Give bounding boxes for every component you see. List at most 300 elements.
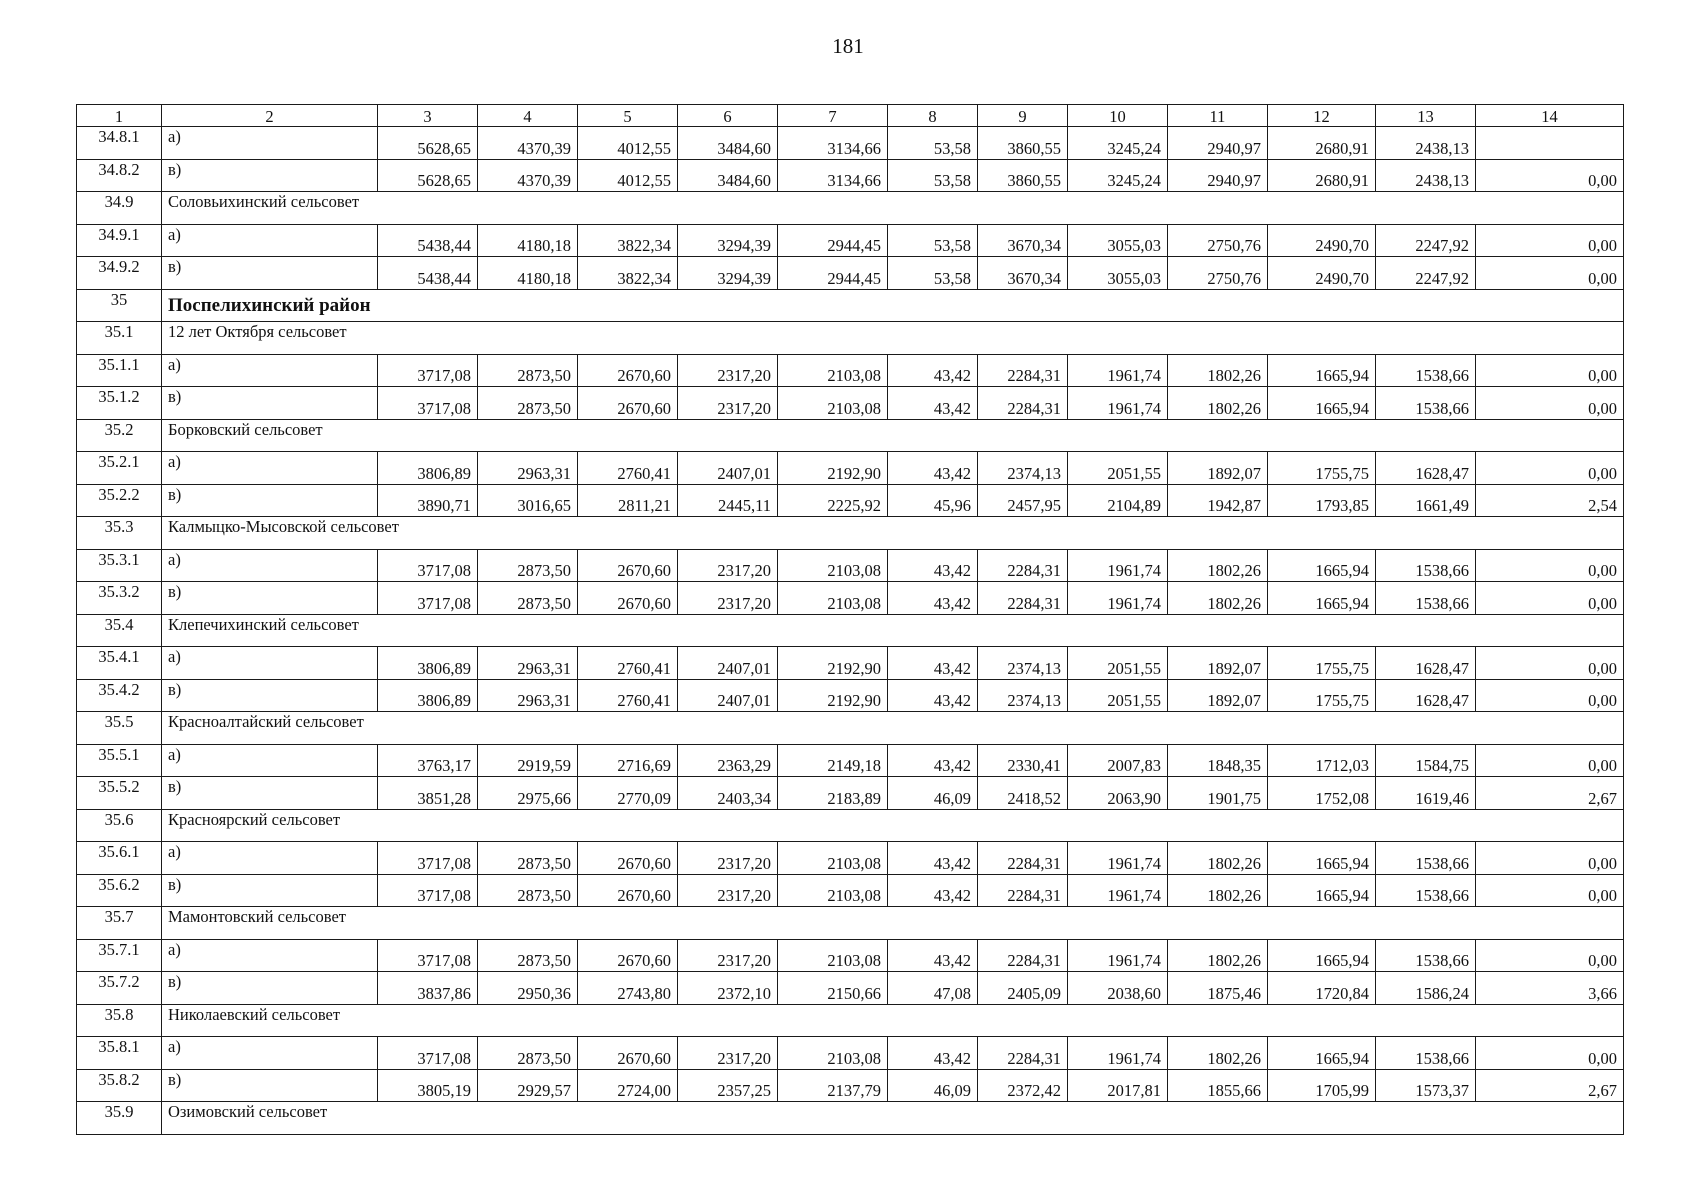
section-title: Мамонтовский сельсовет [162,907,1624,940]
value-cell: 0,00 [1476,224,1624,257]
value-cell: 2680,91 [1268,127,1376,160]
value-cell: 3717,08 [378,354,478,387]
value-cell: 1961,74 [1068,354,1168,387]
value-cell: 1961,74 [1068,874,1168,907]
row-code: 35.5.2 [77,777,162,810]
value-cell: 2357,25 [678,1069,778,1102]
value-cell: 2317,20 [678,354,778,387]
row-code: 35.7.1 [77,939,162,972]
value-cell: 2284,31 [978,387,1068,420]
value-cell: 2284,31 [978,939,1068,972]
value-cell: 3717,08 [378,842,478,875]
row-code: 35.8.2 [77,1069,162,1102]
table-row [77,972,1624,1005]
section-row [77,1004,1624,1037]
value-cell: 3294,39 [678,257,778,290]
table-row [77,939,1624,972]
row-type-label: а) [162,842,378,875]
page-number: 181 [832,34,864,58]
value-cell: 3484,60 [678,159,778,192]
value-cell: 2374,13 [978,647,1068,680]
value-cell: 3134,66 [778,127,888,160]
value-cell: 2438,13 [1376,159,1476,192]
value-cell: 2457,95 [978,484,1068,517]
row-code: 35.5.1 [77,744,162,777]
value-cell: 1665,94 [1268,939,1376,972]
value-cell: 4012,55 [578,127,678,160]
value-cell: 2247,92 [1376,224,1476,257]
row-code: 35.5 [77,712,162,745]
value-cell: 2490,70 [1268,257,1376,290]
value-cell: 2317,20 [678,1037,778,1070]
value-cell: 2670,60 [578,549,678,582]
value-cell: 43,42 [888,874,978,907]
value-cell: 1961,74 [1068,582,1168,615]
value-cell: 2929,57 [478,1069,578,1102]
value-cell: 2873,50 [478,842,578,875]
row-type-label: в) [162,387,378,420]
value-cell: 1802,26 [1168,842,1268,875]
value-cell: 2873,50 [478,387,578,420]
row-code: 35.6.2 [77,874,162,907]
value-cell: 46,09 [888,777,978,810]
value-cell: 2963,31 [478,647,578,680]
value-cell: 1892,07 [1168,679,1268,712]
value-cell: 1793,85 [1268,484,1376,517]
row-type-label: а) [162,939,378,972]
value-cell: 2183,89 [778,777,888,810]
section-title: Красноалтайский сельсовет [162,712,1624,745]
section-row [77,712,1624,745]
row-code: 35 [77,289,162,322]
value-cell: 43,42 [888,842,978,875]
value-cell: 2490,70 [1268,224,1376,257]
value-cell: 1802,26 [1168,582,1268,615]
section-row [77,809,1624,842]
value-cell: 1802,26 [1168,549,1268,582]
value-cell: 2873,50 [478,582,578,615]
value-cell: 0,00 [1476,679,1624,712]
value-cell: 2,67 [1476,777,1624,810]
value-cell: 2716,69 [578,744,678,777]
value-cell: 1855,66 [1168,1069,1268,1102]
value-cell: 2750,76 [1168,224,1268,257]
value-cell: 2950,36 [478,972,578,1005]
value-cell: 2317,20 [678,842,778,875]
value-cell: 3806,89 [378,679,478,712]
value-cell: 43,42 [888,354,978,387]
value-cell: 2670,60 [578,874,678,907]
value-cell: 2051,55 [1068,679,1168,712]
section-title: Клепечихинский сельсовет [162,614,1624,647]
value-cell: 2670,60 [578,939,678,972]
row-type-label: в) [162,484,378,517]
value-cell: 45,96 [888,484,978,517]
section-row [77,192,1624,225]
value-cell: 3717,08 [378,582,478,615]
section-title: Соловьихинский сельсовет [162,192,1624,225]
value-cell: 2438,13 [1376,127,1476,160]
value-cell: 2330,41 [978,744,1068,777]
section-row [77,614,1624,647]
tariff-table-container [76,104,1623,1135]
value-cell: 2317,20 [678,387,778,420]
value-cell: 2063,90 [1068,777,1168,810]
section-row [77,1102,1624,1135]
value-cell: 1538,66 [1376,549,1476,582]
value-cell: 1538,66 [1376,582,1476,615]
value-cell: 3245,24 [1068,127,1168,160]
value-cell: 2317,20 [678,549,778,582]
value-cell: 1892,07 [1168,452,1268,485]
value-cell: 2317,20 [678,582,778,615]
row-code: 35.3 [77,517,162,550]
value-cell: 53,58 [888,127,978,160]
column-number-header: 3 [378,105,478,127]
row-code: 35.6 [77,809,162,842]
value-cell: 0,00 [1476,647,1624,680]
value-cell: 1665,94 [1268,387,1376,420]
value-cell: 3670,34 [978,257,1068,290]
value-cell: 0,00 [1476,582,1624,615]
value-cell: 2670,60 [578,1037,678,1070]
value-cell: 3763,17 [378,744,478,777]
row-type-label: в) [162,874,378,907]
row-code: 34.9.2 [77,257,162,290]
table-row [77,484,1624,517]
value-cell: 2317,20 [678,939,778,972]
value-cell: 1628,47 [1376,647,1476,680]
value-cell: 1538,66 [1376,387,1476,420]
column-number-header: 7 [778,105,888,127]
value-cell: 1720,84 [1268,972,1376,1005]
value-cell: 1665,94 [1268,874,1376,907]
value-cell: 1712,03 [1268,744,1376,777]
value-cell: 1961,74 [1068,939,1168,972]
section-title: Калмыцко-Мысовской сельсовет [162,517,1624,550]
column-number-header: 9 [978,105,1068,127]
section-row [77,322,1624,355]
district-title: Поспелихинский район [162,289,1624,322]
value-cell: 2137,79 [778,1069,888,1102]
value-cell: 2403,34 [678,777,778,810]
table-row [77,582,1624,615]
value-cell: 2317,20 [678,874,778,907]
value-cell: 2149,18 [778,744,888,777]
value-cell: 2724,00 [578,1069,678,1102]
row-type-label: а) [162,127,378,160]
tariff-table [76,104,1624,1135]
value-cell: 2103,08 [778,874,888,907]
value-cell: 2051,55 [1068,452,1168,485]
value-cell: 1538,66 [1376,842,1476,875]
table-row [77,744,1624,777]
row-type-label: а) [162,744,378,777]
value-cell: 2372,42 [978,1069,1068,1102]
value-cell: 43,42 [888,549,978,582]
value-cell: 5628,65 [378,127,478,160]
row-code: 35.7.2 [77,972,162,1005]
value-cell: 2103,08 [778,354,888,387]
value-cell: 0,00 [1476,159,1624,192]
value-cell: 2407,01 [678,452,778,485]
row-type-label: а) [162,224,378,257]
column-number-header: 11 [1168,105,1268,127]
value-cell: 2104,89 [1068,484,1168,517]
value-cell: 2103,08 [778,939,888,972]
value-cell: 1538,66 [1376,354,1476,387]
value-cell: 3806,89 [378,647,478,680]
value-cell: 2407,01 [678,679,778,712]
table-row [77,549,1624,582]
value-cell: 2372,10 [678,972,778,1005]
table-row [77,647,1624,680]
value-cell: 2944,45 [778,224,888,257]
value-cell: 3717,08 [378,387,478,420]
column-number-header: 10 [1068,105,1168,127]
value-cell: 2284,31 [978,549,1068,582]
value-cell: 2225,92 [778,484,888,517]
value-cell: 2374,13 [978,679,1068,712]
value-cell: 3245,24 [1068,159,1168,192]
value-cell: 3484,60 [678,127,778,160]
value-cell: 2374,13 [978,452,1068,485]
value-cell: 2963,31 [478,679,578,712]
row-code: 35.1.1 [77,354,162,387]
value-cell: 5438,44 [378,224,478,257]
value-cell: 1802,26 [1168,387,1268,420]
row-type-label: в) [162,257,378,290]
value-cell: 2192,90 [778,679,888,712]
row-code: 35.4.1 [77,647,162,680]
value-cell: 3670,34 [978,224,1068,257]
value-cell: 1538,66 [1376,874,1476,907]
value-cell: 5438,44 [378,257,478,290]
value-cell: 2873,50 [478,1037,578,1070]
value-cell: 2873,50 [478,939,578,972]
row-type-label: в) [162,582,378,615]
value-cell: 4180,18 [478,257,578,290]
value-cell: 2284,31 [978,874,1068,907]
value-cell: 3717,08 [378,939,478,972]
row-code: 35.3.1 [77,549,162,582]
value-cell: 0,00 [1476,744,1624,777]
value-cell: 2770,09 [578,777,678,810]
value-cell: 1628,47 [1376,679,1476,712]
value-cell: 47,08 [888,972,978,1005]
section-title: Озимовский сельсовет [162,1102,1624,1135]
value-cell: 3860,55 [978,159,1068,192]
column-number-header: 13 [1376,105,1476,127]
value-cell: 2007,83 [1068,744,1168,777]
value-cell: 1961,74 [1068,549,1168,582]
value-cell: 2670,60 [578,387,678,420]
value-cell: 0,00 [1476,874,1624,907]
row-code: 35.8.1 [77,1037,162,1070]
value-cell: 2,54 [1476,484,1624,517]
value-cell: 2192,90 [778,452,888,485]
value-cell: 1875,46 [1168,972,1268,1005]
value-cell: 2103,08 [778,549,888,582]
row-type-label: а) [162,549,378,582]
column-number-header: 4 [478,105,578,127]
value-cell: 2407,01 [678,647,778,680]
section-title: 12 лет Октября сельсовет [162,322,1624,355]
value-cell: 2445,11 [678,484,778,517]
value-cell: 2192,90 [778,647,888,680]
value-cell: 1573,37 [1376,1069,1476,1102]
value-cell: 43,42 [888,387,978,420]
section-row [77,907,1624,940]
value-cell: 5628,65 [378,159,478,192]
value-cell: 43,42 [888,939,978,972]
value-cell: 3055,03 [1068,257,1168,290]
row-type-label: а) [162,354,378,387]
row-code: 35.2 [77,419,162,452]
row-code: 35.9 [77,1102,162,1135]
table-row [77,159,1624,192]
value-cell: 2,67 [1476,1069,1624,1102]
table-row [77,354,1624,387]
value-cell: 3016,65 [478,484,578,517]
value-cell: 2418,52 [978,777,1068,810]
value-cell: 1752,08 [1268,777,1376,810]
value-cell: 2103,08 [778,582,888,615]
value-cell: 1802,26 [1168,1037,1268,1070]
value-cell: 1961,74 [1068,387,1168,420]
value-cell: 3134,66 [778,159,888,192]
value-cell: 1665,94 [1268,354,1376,387]
value-cell: 1961,74 [1068,842,1168,875]
value-cell: 0,00 [1476,1037,1624,1070]
value-cell: 2944,45 [778,257,888,290]
value-cell: 2975,66 [478,777,578,810]
value-cell: 3717,08 [378,549,478,582]
value-cell: 3294,39 [678,224,778,257]
column-number-header: 1 [77,105,162,127]
value-cell: 2750,76 [1168,257,1268,290]
column-number-row [77,105,1624,127]
value-cell: 2873,50 [478,549,578,582]
value-cell: 1665,94 [1268,549,1376,582]
value-cell: 2940,97 [1168,159,1268,192]
value-cell: 2743,80 [578,972,678,1005]
value-cell: 0,00 [1476,549,1624,582]
value-cell: 2103,08 [778,387,888,420]
row-code: 34.9.1 [77,224,162,257]
value-cell: 2670,60 [578,354,678,387]
value-cell: 4370,39 [478,159,578,192]
column-number-header: 12 [1268,105,1376,127]
value-cell: 3806,89 [378,452,478,485]
value-cell: 2103,08 [778,1037,888,1070]
value-cell: 2760,41 [578,679,678,712]
table-row [77,127,1624,160]
row-code: 35.4.2 [77,679,162,712]
section-title: Красноярский сельсовет [162,809,1624,842]
value-cell: 0,00 [1476,842,1624,875]
row-type-label: в) [162,1069,378,1102]
value-cell: 1892,07 [1168,647,1268,680]
table-body [77,127,1624,1135]
value-cell: 3822,34 [578,224,678,257]
value-cell: 53,58 [888,257,978,290]
value-cell: 1584,75 [1376,744,1476,777]
row-type-label: в) [162,159,378,192]
value-cell: 43,42 [888,582,978,615]
row-type-label: а) [162,1037,378,1070]
row-code: 35.1.2 [77,387,162,420]
value-cell: 1619,46 [1376,777,1476,810]
district-row [77,289,1624,322]
value-cell: 43,42 [888,679,978,712]
value-cell: 3,66 [1476,972,1624,1005]
value-cell: 43,42 [888,452,978,485]
value-cell: 3822,34 [578,257,678,290]
row-type-label: в) [162,972,378,1005]
section-title: Николаевский сельсовет [162,1004,1624,1037]
value-cell: 53,58 [888,159,978,192]
value-cell: 2284,31 [978,842,1068,875]
row-code: 35.2.2 [77,484,162,517]
value-cell: 2873,50 [478,354,578,387]
table-row [77,257,1624,290]
value-cell: 3890,71 [378,484,478,517]
table-row [77,224,1624,257]
value-cell: 3860,55 [978,127,1068,160]
row-type-label: в) [162,679,378,712]
row-code: 35.1 [77,322,162,355]
row-code: 35.2.1 [77,452,162,485]
row-type-label: в) [162,777,378,810]
value-cell: 1802,26 [1168,874,1268,907]
value-cell: 2284,31 [978,354,1068,387]
value-cell: 2670,60 [578,842,678,875]
value-cell: 43,42 [888,744,978,777]
row-code: 35.8 [77,1004,162,1037]
row-type-label: а) [162,647,378,680]
value-cell: 1942,87 [1168,484,1268,517]
value-cell: 1628,47 [1376,452,1476,485]
value-cell: 3851,28 [378,777,478,810]
table-row [77,1069,1624,1102]
value-cell: 2670,60 [578,582,678,615]
table-row [77,679,1624,712]
value-cell: 1755,75 [1268,679,1376,712]
row-code: 35.4 [77,614,162,647]
value-cell: 1538,66 [1376,939,1476,972]
row-code: 35.3.2 [77,582,162,615]
value-cell: 2873,50 [478,874,578,907]
value-cell: 2284,31 [978,1037,1068,1070]
value-cell: 3717,08 [378,874,478,907]
value-cell: 2940,97 [1168,127,1268,160]
section-row [77,419,1624,452]
value-cell: 2405,09 [978,972,1068,1005]
value-cell: 1586,24 [1376,972,1476,1005]
column-number-header: 5 [578,105,678,127]
value-cell: 2247,92 [1376,257,1476,290]
value-cell: 1705,99 [1268,1069,1376,1102]
value-cell: 3717,08 [378,1037,478,1070]
value-cell: 3837,86 [378,972,478,1005]
value-cell: 2017,81 [1068,1069,1168,1102]
column-number-header: 6 [678,105,778,127]
value-cell: 1665,94 [1268,1037,1376,1070]
row-code: 35.7 [77,907,162,940]
value-cell: 1665,94 [1268,582,1376,615]
value-cell: 1802,26 [1168,939,1268,972]
